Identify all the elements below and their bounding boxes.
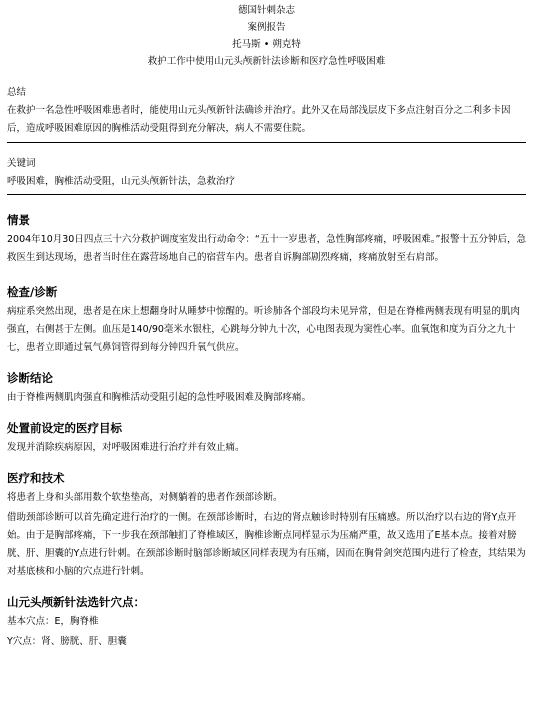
keywords-section bbox=[7, 155, 526, 195]
section-heading: 处置前设定的医疗目标 bbox=[7, 421, 122, 435]
section-situation bbox=[7, 211, 526, 267]
section-paragraph: 基本穴点：E，胸脊椎 bbox=[7, 616, 99, 627]
section-paragraph: 发现并消除疾病原因，对呼吸困难进行治疗并有效止痛。 bbox=[7, 442, 245, 453]
journal-name: 德国针刺杂志 bbox=[237, 5, 295, 16]
section-heading: 情景 bbox=[7, 213, 30, 227]
section-paragraph: 将患者上身和头部用数个软垫垫高，对侧躺着的患者作颈部诊断。 bbox=[7, 492, 283, 503]
abstract-label: 总结 bbox=[7, 87, 27, 98]
section-diagnosis bbox=[7, 369, 526, 407]
keywords-text: 呼吸困难，胸椎活动受阻，山元头颅新针法，急救治疗 bbox=[7, 176, 236, 187]
section-heading: 诊断结论 bbox=[7, 371, 53, 385]
section-heading: 医疗和技术 bbox=[7, 471, 65, 485]
section-paragraph: Y穴点：肾、膀胱、肝、胆囊 bbox=[7, 636, 127, 647]
section-examination bbox=[7, 283, 526, 357]
section-paragraph: 病症系突然出现，患者是在床上想翻身时从睡梦中惊醒的。听诊肺各个部段均未见异常，但是在脊椎两侧表现有明显的肌肉强直，右侧甚于左侧。血压是140/90毫米水银柱，心跳每分钟九十次，心电图表现为窦性心率。血氧饱和度为百分之九十七，患者立即通过氧气鼻饲管得到每分钟四升氧气供应。 bbox=[7, 306, 521, 353]
keywords-label: 关键词 bbox=[7, 158, 36, 169]
section-paragraph: 借助颈部诊断可以首先确定进行治疗的一侧。在颈部诊断时，右边的肾点触诊时特别有压痛感。所以治疗以右边的肾Y点开始。由于是胸部疼痛，下一步我在颈部触扪了脊椎域区，胸椎诊断点同样显示为压痛严重，故又选用了E基本点。接着对膀胱、肝、胆囊的Y点进行针刺。在颈部诊断时脑部诊断域区同样表现为有压痛，因而在胸骨剑突范围内进行了检查，其结果为对基底核和小脑的穴点进行针刺。 bbox=[7, 512, 526, 577]
article-type: 案例报告 bbox=[247, 22, 286, 33]
article-title: 救护工作中使用山元头颅新针法诊断和医疗急性呼吸困难 bbox=[147, 56, 386, 67]
section-paragraph: 2004年10月30日四点三十六分救护调度室发出行动命令：“五十一岁患者，急性胸部疼痛，呼吸困难。”报警十五分钟后，急救医生到达现场，患者当时住在露营场地自己的宿营车内。患者自诉胸部剧烈疼痛，疼痛放射至右肩部。 bbox=[7, 234, 526, 263]
section-heading: 山元头颅新针法选针穴点： bbox=[7, 595, 145, 609]
section-heading: 检查/诊断 bbox=[7, 285, 58, 299]
section-paragraph: 由于脊椎两侧肌肉强直和胸椎活动受阻引起的急性呼吸困难及胸部疼痛。 bbox=[7, 392, 312, 403]
section-acupoints bbox=[7, 593, 526, 651]
abstract-text: 在救护一名急性呼吸困难患者时，能使用山元头颅新针法确诊并治疗。此外又在局部浅层皮下多点注射百分之二利多卡因后，造成呼吸困难原因的胸椎活动受阻得到充分解决，病人不需要住院。 bbox=[7, 105, 511, 134]
section-treatment bbox=[7, 469, 526, 581]
section-goals bbox=[7, 419, 526, 457]
abstract-section bbox=[7, 84, 526, 143]
author-name: 托马斯 • 朔克特 bbox=[232, 39, 301, 50]
